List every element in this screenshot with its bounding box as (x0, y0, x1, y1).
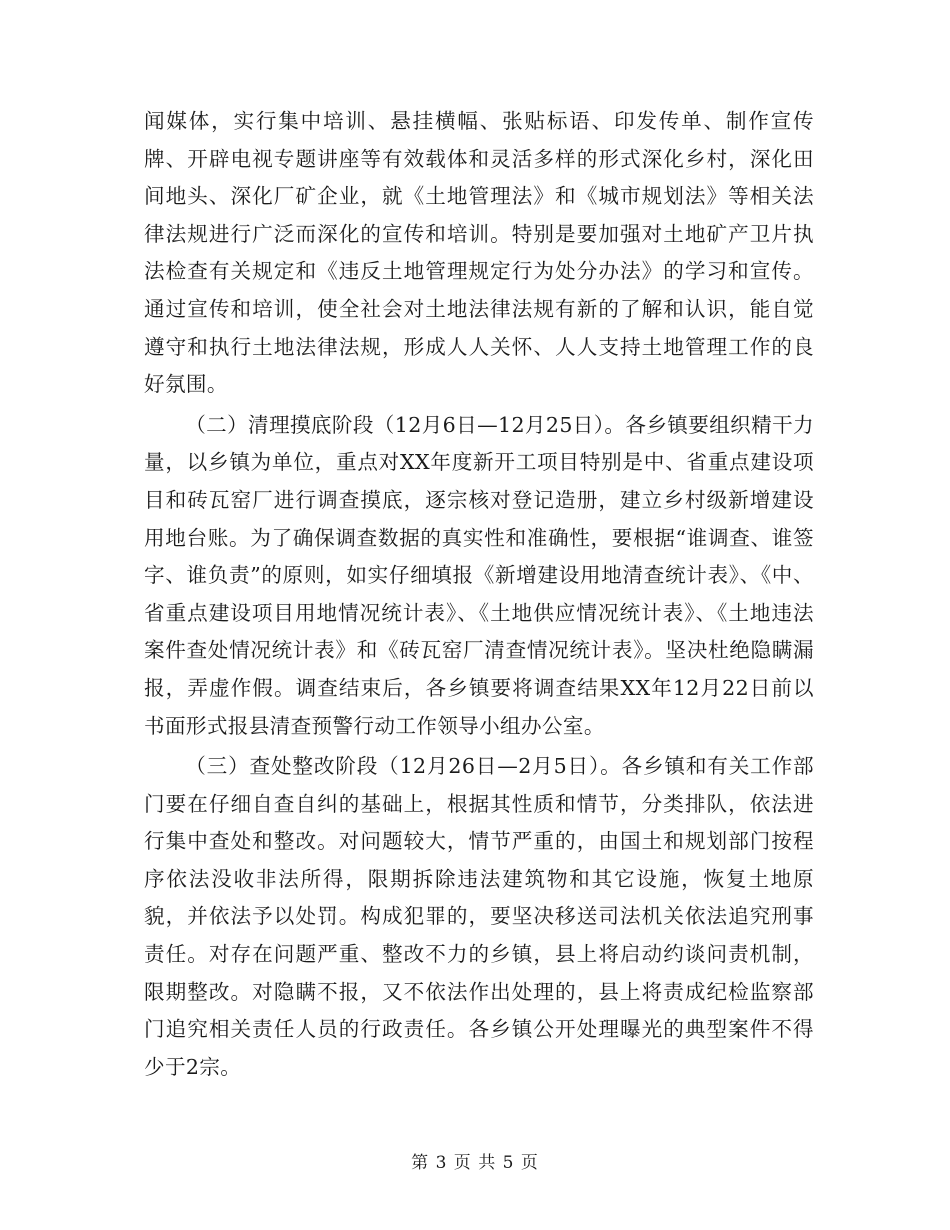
paragraph-investigation-rectification-stage: （三）查处整改阶段（12月26日—2月5日）。各乡镇和有关工作部门要在仔细自查自纠的基础上，根据其性质和情节，分类排队，依法进行集中查处和整改。对问题较大，情节严重的，由国土和规划部门按程序依法没收非法所得，限期拆除违法建筑物和其它设施，恢复土地原貌，并依法予以处罚。构成犯罪的，要坚决移送司法机关依法追究刑事责任。对存在问题严重、整改不力的乡镇，县上将启动约谈问责机制，限期整改。对隐瞒不报，又不依法作出处理的，县上将责成纪检监察部门追究相关责任人员的行政责任。各乡镇公开处理曝光的典型案件不得少于2宗。 (144, 754, 814, 1079)
paragraph-continuation: 闻媒体，实行集中培训、悬挂横幅、张贴标语、印发传单、制作宣传牌、开辟电视专题讲座等有效载体和灵活多样的形式深化乡村，深化田间地头、深化厂矿企业，就《土地管理法》和《城市规划法》等相关法律法规进行广泛而深化的宣传和培训。特别是要加强对土地矿产卫片执法检查有关规定和《违反土地管理规定行为处分办法》的学习和宣传。通过宣传和培训，使全社会对土地法律法规有新的了解和认识，能自觉遵守和执行土地法律法规，形成人人关怀、人人支持土地管理工作的良好氛围。 (144, 109, 814, 397)
page-number-footer: 第 3 页 共 5 页 (411, 1153, 539, 1173)
document-body (144, 103, 814, 1086)
paragraph-clearing-survey-stage: （二）清理摸底阶段（12月6日—12月25日）。各乡镇要组织精干力量，以乡镇为单位，重点对XX年度新开工项目特别是中、省重点建设项目和砖瓦窑厂进行调查摸底，逐宗核对登记造册，建立乡村级新增建设用地台账。为了确保调查数据的真实性和准确性，要根据“谁调查、谁签字、谁负责”的原则，如实仔细填报《新增建设用地清查统计表》、《中、省重点建设项目用地情况统计表》、《土地供应情况统计表》、《土地违法案件查处情况统计表》和《砖瓦窑厂清查情况统计表》。坚决杜绝隐瞒漏报，弄虚作假。调查结束后，各乡镇要将调查结果XX年12月22日前以书面形式报县清查预警行动工作领导小组办公室。 (144, 412, 814, 738)
